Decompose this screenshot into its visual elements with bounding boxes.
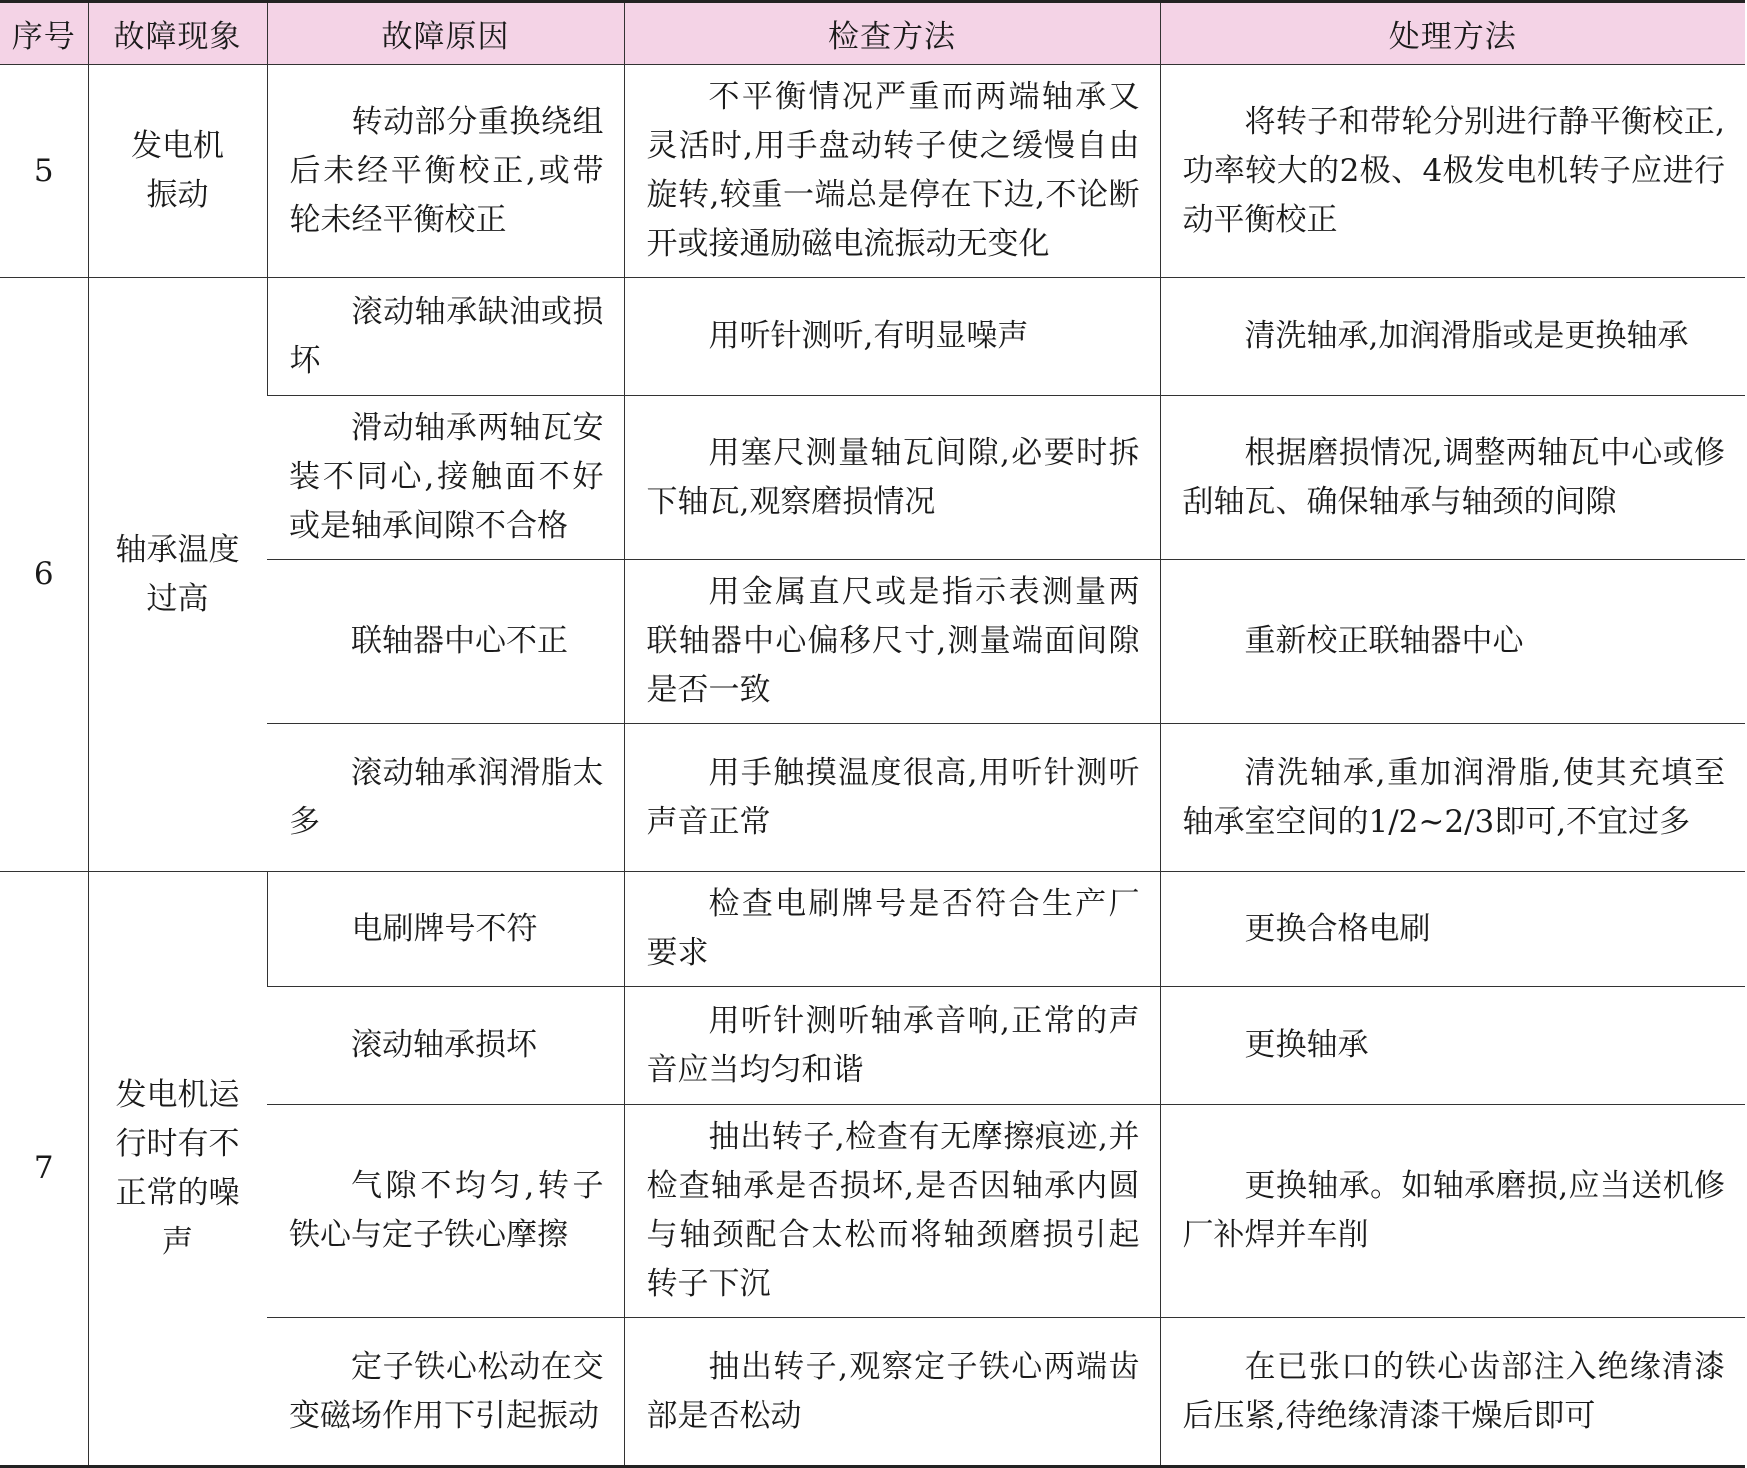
row-cause: 滚动轴承损坏 [267,987,624,1105]
row-fix: 在已张口的铁心齿部注入绝缘清漆后压紧,待绝缘清漆干燥后即可 [1160,1318,1745,1467]
row-fix: 更换合格电刷 [1160,872,1745,987]
row-cause: 电刷牌号不符 [267,872,624,987]
row-no: 6 [0,278,88,872]
row-check: 抽出转子,观察定子铁心两端齿部是否松动 [624,1318,1160,1467]
row-phenomenon: 轴承温度过高 [88,278,267,872]
row-cause: 滚动轴承缺油或损坏 [267,278,624,396]
row-fix: 清洗轴承,加润滑脂或是更换轴承 [1160,278,1745,396]
row-check: 用金属直尺或是指示表测量两联轴器中心偏移尺寸,测量端面间隙是否一致 [624,560,1160,724]
row-fix: 清洗轴承,重加润滑脂,使其充填至轴承室空间的1/2~2/3即可,不宜过多 [1160,724,1745,872]
row-phenomenon: 发电机运行时有不正常的噪声 [88,872,267,1467]
row-fix: 根据磨损情况,调整两轴瓦中心或修刮轴瓦、确保轴承与轴颈的间隙 [1160,396,1745,560]
row-check: 检查电刷牌号是否符合生产厂要求 [624,872,1160,987]
row-fix: 将转子和带轮分别进行静平衡校正,功率较大的2极、4极发电机转子应进行动平衡校正 [1160,65,1745,278]
row-check: 用塞尺测量轴瓦间隙,必要时拆下轴瓦,观察磨损情况 [624,396,1160,560]
row-no: 7 [0,872,88,1467]
table-row [0,278,1745,396]
row-fix: 更换轴承。如轴承磨损,应当送机修厂补焊并车削 [1160,1105,1745,1318]
row-cause: 滑动轴承两轴瓦安装不同心,接触面不好或是轴承间隙不合格 [267,396,624,560]
header-row [0,2,1745,65]
table-row [0,65,1745,278]
row-check: 抽出转子,检查有无摩擦痕迹,并检查轴承是否损坏,是否因轴承内圆与轴颈配合太松而将轴颈磨损引起转子下沉 [624,1105,1160,1318]
row-no: 5 [0,65,88,278]
row-cause: 滚动轴承润滑脂太多 [267,724,624,872]
row-cause: 定子铁心松动在交变磁场作用下引起振动 [289,1348,604,1434]
row-cause: 转动部分重换绕组后未经平衡校正,或带轮未经平衡校正 [267,65,624,278]
table-row [0,872,1745,987]
header-no: 序号 [0,2,88,65]
header-fix: 处理方法 [1160,2,1745,65]
header-cause: 故障原因 [267,2,624,65]
row-fix: 重新校正联轴器中心 [1160,560,1745,724]
row-phenomenon: 发电机振动 [88,65,267,278]
row-check: 用手触摸温度很高,用听针测听声音正常 [624,724,1160,872]
row-check: 不平衡情况严重而两端轴承又灵活时,用手盘动转子使之缓慢自由旋转,较重一端总是停在下边,不论断开或接通励磁电流振动无变化 [624,65,1160,278]
row-cause: 气隙不均匀,转子铁心与定子铁心摩擦 [267,1105,624,1318]
row-fix: 更换轴承 [1160,987,1745,1105]
header-phenomenon: 故障现象 [88,2,267,65]
row-check: 用听针测听轴承音响,正常的声音应当均匀和谐 [624,987,1160,1105]
header-check: 检查方法 [624,2,1160,65]
row-check: 用听针测听,有明显噪声 [624,278,1160,396]
row-cause: 联轴器中心不正 [267,560,624,724]
